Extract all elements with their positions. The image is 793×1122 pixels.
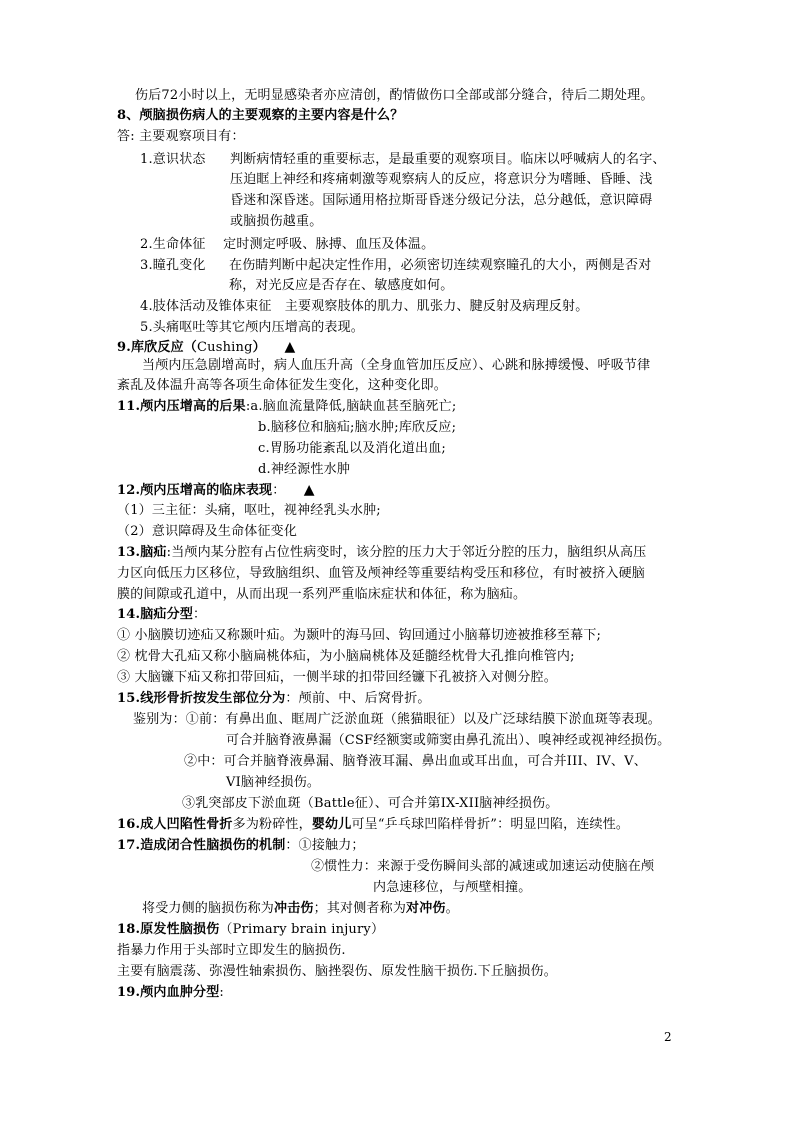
text-span: 。 bbox=[445, 901, 459, 916]
text-line: 主要有脑震荡、弥漫性轴索损伤、脑挫裂伤、原发性脑干损伤.下丘脑损伤。 bbox=[117, 964, 557, 979]
text-line bbox=[142, 899, 459, 919]
list-item: ③ 大脑镰下疝又称扣带回疝，一侧半球的扣带回经镰下孔被挤入对侧分腔。 bbox=[117, 670, 557, 685]
heading-12 bbox=[117, 480, 315, 501]
heading-item: ：①接触力； bbox=[285, 838, 365, 853]
item-label: 3.瞳孔变化 bbox=[140, 258, 206, 273]
term-bold: 冲击伤 bbox=[274, 901, 314, 916]
list-item: ① 小脑膜切迹疝又称颞叶疝。为颞叶的海马回、钩回通过小脑幕切迹被推移至幕下; bbox=[117, 628, 602, 643]
text-line: 力区向低压力区移位，导致脑组织、血管及颅神经等重要结构受压和移位，有时被挤入硬脑 bbox=[117, 566, 646, 581]
heading-text: : bbox=[219, 985, 225, 1000]
heading-item: :当颅内某分腔有占位性病变时，该分腔的压力大于邻近分腔的压力，脑组织从高压 bbox=[166, 545, 647, 560]
text-line: 内急速移位，与颅壁相撞。 bbox=[373, 880, 532, 895]
heading-14 bbox=[117, 605, 206, 625]
answer-intro: 答: 主要观察项目有： bbox=[117, 129, 245, 144]
text-line: 5.头痛呕吐等其它颅内压增高的表现。 bbox=[140, 320, 365, 335]
heading-text: 17.造成闭合性脑损伤的机制 bbox=[117, 838, 286, 853]
text-span: 将受力侧的脑损伤称为 bbox=[142, 901, 275, 916]
heading-text: 15.线形骨折按发生部位分为 bbox=[117, 691, 286, 706]
triangle-marker-icon: ▲ bbox=[303, 482, 315, 498]
text-line: 或脑损伤越重。 bbox=[230, 214, 323, 229]
text-line: 伤后72小时以上，无明显感染者亦应清创，酌情做伤口全部或部分缝合，待后二期处理。 bbox=[135, 88, 654, 103]
heading-text: 16.成人凹陷性骨折 bbox=[117, 817, 233, 832]
heading-text: 9.库欣反应（ bbox=[117, 340, 197, 355]
heading-text: ： bbox=[193, 607, 207, 622]
text-line: 2.生命体征 定时测定呼吸、脉搏、血压及体温。 bbox=[140, 237, 435, 252]
text-line: （2）意识障碍及生命体征变化 bbox=[117, 524, 298, 539]
heading-11 bbox=[117, 397, 456, 417]
text-line: 判断病情轻重的重要标志，是最重要的观察项目。临床以呼喊病人的名字、 bbox=[230, 152, 666, 167]
heading-16 bbox=[117, 815, 629, 835]
heading-term: Cushing bbox=[196, 340, 253, 355]
text-line: 压迫眶上神经和疼痛刺激等观察病人的反应，将意识分为嗜睡、昏睡、浅 bbox=[230, 172, 653, 187]
heading-text: 婴幼儿 bbox=[311, 817, 352, 832]
heading-text: 18.原发性脑损伤 bbox=[117, 922, 220, 937]
text-line: 可合并脑脊液鼻漏（CSF经额窦或筛窦由鼻孔流出）、嗅神经或视神经损伤。 bbox=[226, 733, 671, 748]
heading-text: 14.脑疝分型 bbox=[117, 607, 194, 622]
heading-text: 19.颅内血肿分型 bbox=[117, 985, 220, 1000]
page-number: 2 bbox=[664, 1030, 672, 1044]
list-item: ② 枕骨大孔疝又称小脑扁桃体疝，为小脑扁桃体及延髓经枕骨大孔推向椎管内; bbox=[117, 649, 575, 664]
heading-item: 多为粉碎性， bbox=[232, 817, 312, 832]
text-line: 膜的间隙或孔道中，从而出现一系列严重临床症状和体征，称为脑疝。 bbox=[117, 587, 527, 602]
text-line: ②惯性力：来源于受伤瞬间头部的减速或加速运动使脑在颅 bbox=[311, 859, 655, 874]
heading-17 bbox=[117, 836, 365, 856]
text-line: 当颅内压急剧增高时，病人血压升高（全身血管加压反应）、心跳和脉搏缓慢、呼吸节律 bbox=[142, 358, 651, 373]
text-line: 在伤睛判断中起决定性作用，必须密切连续观察瞳孔的大小，两侧是否对 bbox=[229, 258, 652, 273]
text-line: d.神经源性水肿 bbox=[258, 462, 351, 477]
text-line: 称，对光反应是否存在、敏感度如何。 bbox=[229, 278, 454, 293]
heading-text: 12.颅内压增高的临床表现 bbox=[117, 483, 273, 498]
item-label: 1.意识状态 bbox=[140, 152, 206, 167]
heading-13 bbox=[117, 543, 646, 563]
text-line: 指暴力作用于头部时立即发生的脑损伤. bbox=[117, 943, 346, 958]
text-line: ②中：可合并脑脊液鼻漏、脑脊液耳漏、鼻出血或耳出血，可合并III、IV、V、 bbox=[184, 754, 647, 769]
text-line: （1）三主征：头痛，呕吐，视神经乳头水肿; bbox=[117, 503, 381, 518]
heading-text: ） bbox=[252, 340, 266, 355]
text-line: 昏迷和深昏迷。国际通用格拉斯哥昏迷分级记分法，总分越低，意识障碍 bbox=[230, 193, 653, 208]
heading-18 bbox=[117, 920, 384, 940]
heading-item: 可呈“乒乓球凹陷样骨折”：明显凹陷，连续性。 bbox=[351, 817, 630, 832]
heading-item: :a.脑血流量降低,脑缺血甚至脑死亡; bbox=[245, 399, 457, 414]
text-line: 紊乱及体温升高等各项生命体征发生变化，这种变化即。 bbox=[117, 378, 448, 393]
text-line: 鉴别为：①前：有鼻出血、眶周广泛淤血斑（熊猫眼征）以及广泛球结膜下淤血斑等表现。 bbox=[133, 712, 662, 727]
text-span: ；其对侧者称为 bbox=[313, 901, 407, 916]
heading-19 bbox=[117, 983, 224, 1003]
heading-term: （Primary brain injury） bbox=[219, 922, 385, 937]
heading-text: 13.脑疝 bbox=[117, 545, 167, 560]
term-bold: 对冲伤 bbox=[406, 901, 446, 916]
heading-9 bbox=[117, 337, 296, 358]
triangle-marker-icon: ▲ bbox=[284, 339, 296, 355]
text-line: c.胃肠功能紊乱以及消化道出血; bbox=[258, 441, 446, 456]
text-line: b.脑移位和脑疝;脑水肿;库欣反应; bbox=[258, 420, 457, 435]
text-line: VI脑神经损伤。 bbox=[226, 775, 321, 790]
text-line: 4.肢体活动及锥体束征 主要观察肢体的肌力、肌张力、腱反射及病理反射。 bbox=[140, 299, 589, 314]
question-heading-8: 8、颅脑损伤病人的主要观察的主要内容是什么？ bbox=[117, 108, 404, 123]
heading-text: 11.颅内压增高的后果 bbox=[117, 399, 246, 414]
heading-15 bbox=[117, 689, 431, 709]
heading-item: ：颅前、中、后窝骨折。 bbox=[285, 691, 431, 706]
heading-text: ： bbox=[272, 483, 286, 498]
text-line: ③乳突部皮下淤血斑（Battle征）、可合并第IX-XII脑神经损伤。 bbox=[182, 796, 559, 811]
